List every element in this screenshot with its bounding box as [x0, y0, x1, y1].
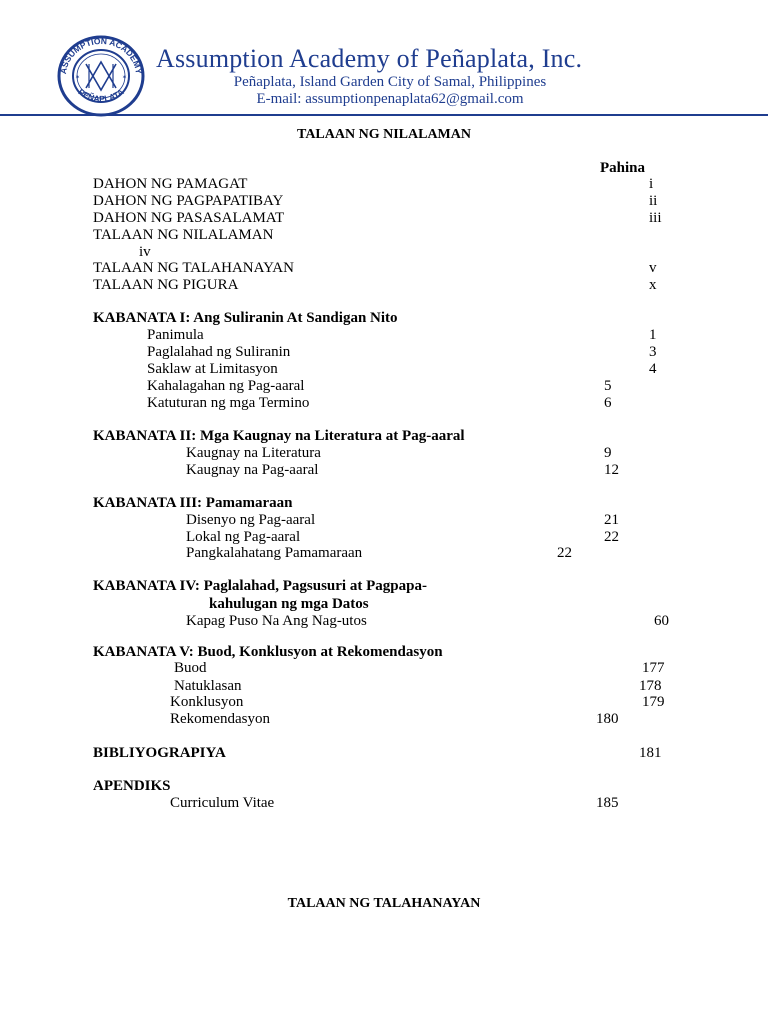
seal-top-text: ASSUMPTION ACADEMY — [57, 35, 144, 75]
toc-entry-label: Lokal ng Pag-aaral — [186, 529, 301, 545]
toc-entry-label: Disenyo ng Pag-aaral — [186, 512, 316, 528]
toc-entry-label: Curriculum Vitae — [170, 795, 275, 811]
toc-entry-page: 60 — [654, 613, 669, 629]
toc-entry-label: TALAAN NG TALAHANAYAN — [93, 260, 294, 276]
toc-entry-page: 9 — [604, 445, 612, 461]
chapter-heading-continued: kahulugan ng mga Datos — [209, 596, 369, 612]
toc-entry-page: i — [649, 176, 654, 192]
toc-entry-page: 177 — [642, 660, 665, 676]
toc-entry-page: ii — [649, 193, 658, 209]
toc-entry-label: DAHON NG PASASALAMAT — [93, 210, 285, 226]
toc-entry-label: Kahalagahan ng Pag-aaral — [147, 378, 305, 394]
toc-entry-page: iii — [649, 210, 662, 226]
toc-entry-label: Kapag Puso Na Ang Nag-utos — [186, 613, 367, 629]
toc-entry-label: Saklaw at Limitasyon — [147, 361, 278, 377]
toc-entry-page: 4 — [649, 361, 657, 377]
toc-entry-page: 6 — [604, 395, 612, 411]
toc-entry-page: 180 — [596, 711, 619, 727]
toc-entry-page: 22 — [604, 529, 619, 545]
chapter-heading: KABANATA III: Pamamaraan — [93, 495, 293, 511]
chapter-heading: KABANATA I: Ang Suliranin At Sandigan Nito — [93, 310, 398, 326]
toc-entry-page: v — [649, 260, 657, 276]
toc-entry-label: Paglalahad ng Suliranin — [147, 344, 291, 360]
toc-entry-label: Rekomendasyon — [170, 711, 270, 727]
toc-entry-page: 12 — [604, 462, 619, 478]
toc-entry-label: Natuklasan — [174, 678, 242, 694]
toc-entry-label: Pangkalahatang Pamamaraan — [186, 545, 363, 561]
seal-bottom-text: PEÑAPLATA — [76, 86, 126, 104]
school-name: Assumption Academy of Peñaplata, Inc. — [156, 44, 583, 73]
header-divider — [0, 114, 768, 116]
school-email: E-mail: assumptionpenaplata62@gmail.com — [256, 91, 524, 107]
toc-entry-page: 185 — [596, 795, 619, 811]
toc-entry-page: x — [649, 277, 657, 293]
letterhead — [0, 0, 768, 118]
toc-entry-page: 21 — [604, 512, 619, 528]
toc-entry-label: TALAAN NG PIGURA — [93, 277, 239, 293]
toc-entry-page: 179 — [642, 694, 665, 710]
toc-entry-label: Konklusyon — [170, 694, 244, 710]
school-address: Peñaplata, Island Garden City of Samal, Philippines — [233, 74, 547, 90]
toc-entry-label: Kaugnay na Literatura — [186, 445, 321, 461]
toc-entry-page: 3 — [649, 344, 657, 360]
chapter-heading: KABANATA IV: Paglalahad, Pagsusuri at Pagpapa- — [93, 578, 427, 594]
toc-entry-page: 1 — [649, 327, 657, 343]
toc-entry-page: 181 — [639, 745, 662, 761]
svg-text:ASSUMPTION ACADEMY — [58, 36, 144, 75]
toc-entry-page: 178 — [639, 678, 662, 694]
toc-entry-label: DAHON NG PAMAGAT — [93, 176, 248, 192]
toc-entry-label: TALAAN NG NILALAMAN — [93, 227, 274, 243]
toc-entry-label: Katuturan ng mga Termino — [147, 395, 310, 411]
toc-entry-label: Panimula — [147, 327, 204, 343]
appendix-heading: APENDIKS — [93, 778, 171, 794]
toc-entry-page: 5 — [604, 378, 612, 394]
toc-entry-page: iv — [139, 244, 151, 260]
svg-text:✶: ✶ — [122, 74, 128, 81]
toc-entry-label: Kaugnay na Pag-aaral — [186, 462, 319, 478]
next-section-title: TALAAN NG TALAHANAYAN — [287, 896, 481, 911]
toc-entry-label: DAHON NG PAGPAPATIBAY — [93, 193, 284, 209]
bibliography-heading: BIBLIYOGRAPIYA — [93, 745, 226, 761]
chapter-heading: KABANATA V: Buod, Konklusyon at Rekomendasyon — [93, 644, 443, 660]
toc-title: TALAAN NG NILALAMAN — [297, 127, 471, 142]
toc-entry-label: Buod — [174, 660, 207, 676]
chapter-heading: KABANATA II: Mga Kaugnay na Literatura at Pag-aaral — [93, 428, 465, 444]
page-column-heading: Pahina — [600, 160, 646, 176]
svg-text:✶: ✶ — [75, 74, 81, 81]
toc-entry-page: 22 — [557, 545, 572, 561]
